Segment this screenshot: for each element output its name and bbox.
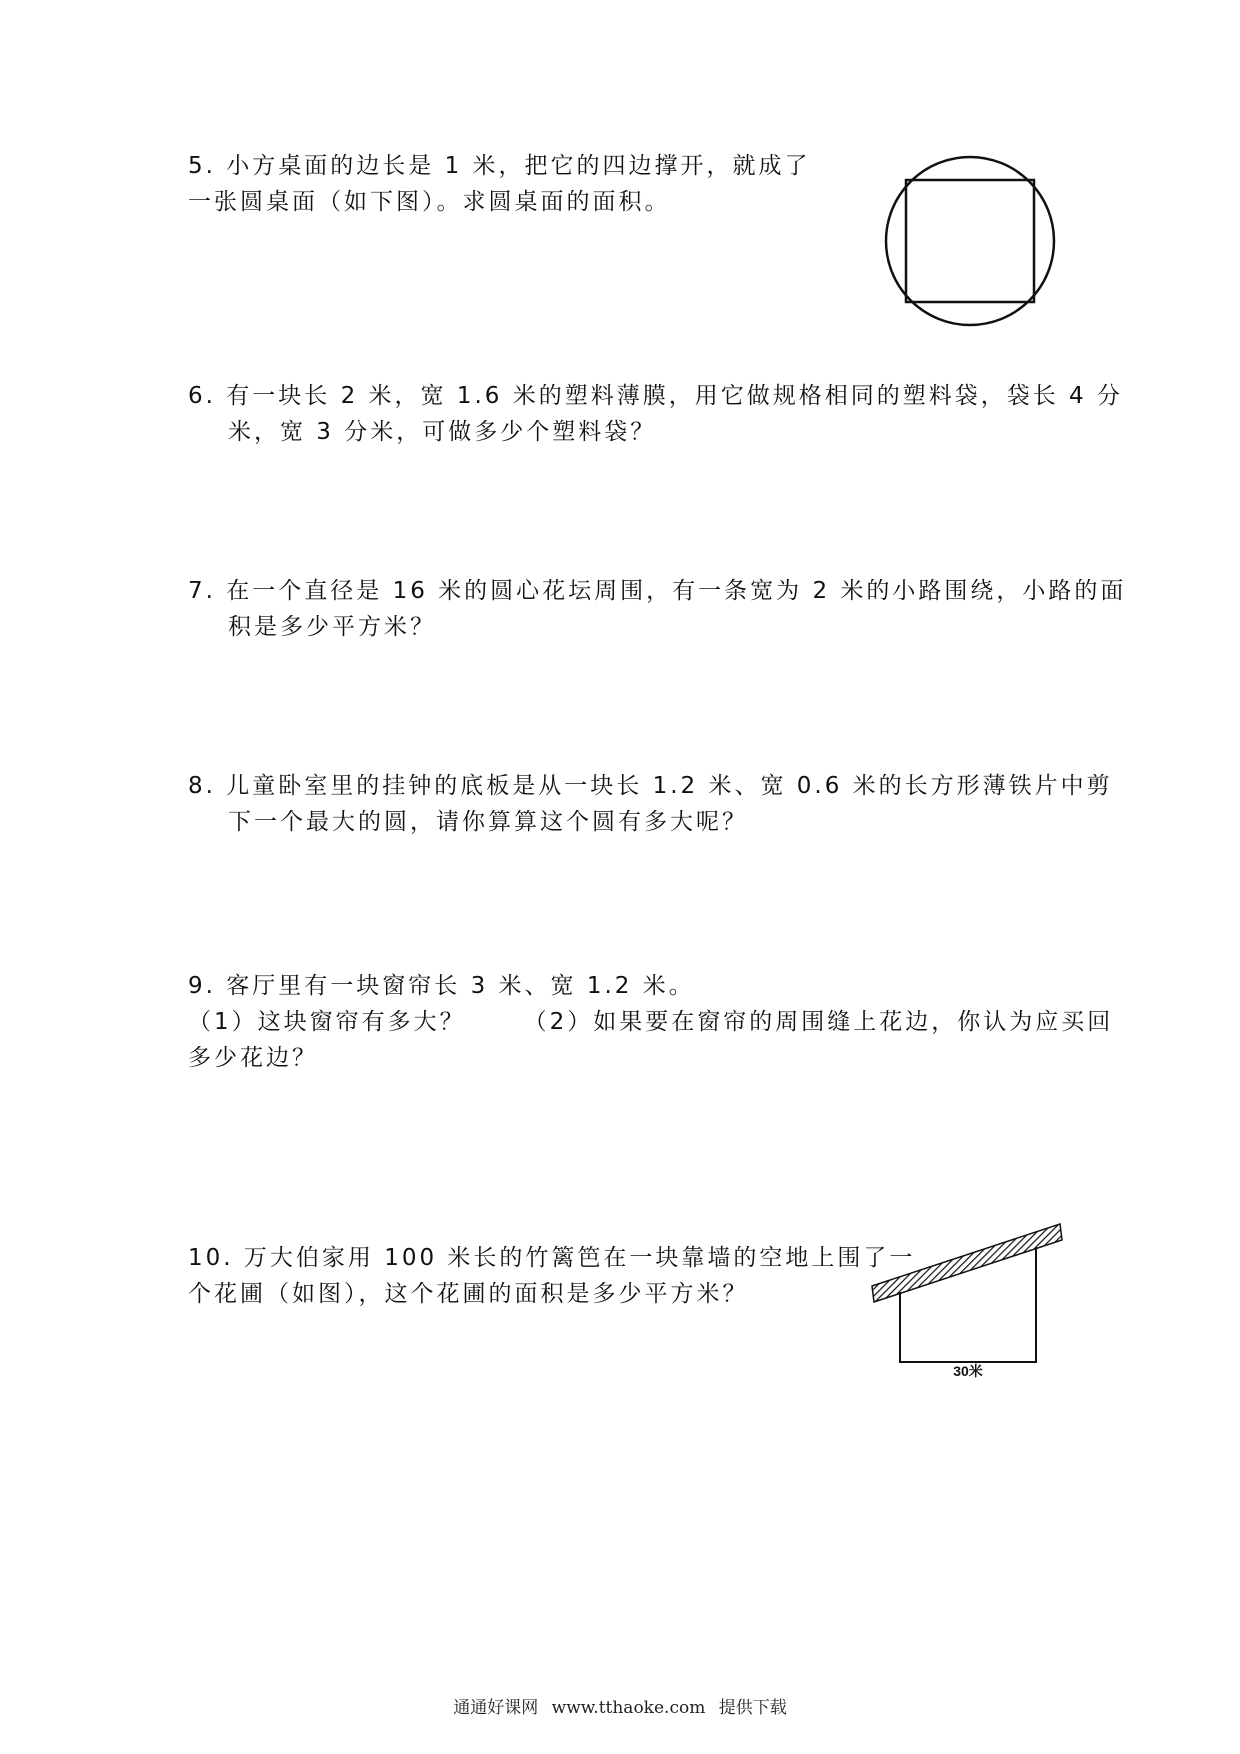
circle-table-figure bbox=[880, 146, 1060, 336]
footer-site-name: 通通好课网 bbox=[453, 1698, 539, 1718]
question-6-line-2: 米，宽 3 分米，可做多少个塑料袋？ bbox=[228, 419, 657, 445]
question-5-line-1: 5. 小方桌面的边长是 1 米，把它的四边撑开，就成了 bbox=[188, 153, 811, 179]
question-5 bbox=[188, 148, 878, 220]
footer-url[interactable]: www.tthaoke.com bbox=[551, 1698, 706, 1718]
question-8-line-2: 下一个最大的圆，请你算算这个圆有多大呢？ bbox=[228, 809, 748, 835]
footer bbox=[0, 1693, 1240, 1718]
question-10-line-1: 10. 万大伯家用 100 米长的竹篱笆在一块靠墙的空地上围了一 bbox=[188, 1245, 916, 1271]
question-7-line-2: 积是多少平方米？ bbox=[228, 614, 436, 640]
question-9-sub-2: （2）如果要在窗帘的周围缝上花边，你认为应买回 bbox=[523, 1009, 1114, 1035]
question-7-line-1: 7. 在一个直径是 16 米的圆心花坛周围，有一条宽为 2 米的小路围绕，小路的面 bbox=[188, 578, 1127, 604]
question-9 bbox=[188, 968, 1114, 1076]
question-6-line-1: 6. 有一块长 2 米，宽 1.6 米的塑料薄膜，用它做规格相同的塑料袋，袋长 4 分 bbox=[188, 383, 1123, 409]
question-5-line-2: 一张圆桌面（如下图）。求圆桌面的面积。 bbox=[188, 189, 671, 215]
square-table-outline bbox=[906, 180, 1034, 302]
garden-figure bbox=[860, 1210, 1070, 1380]
footer-suffix: 提供下载 bbox=[718, 1698, 787, 1718]
question-9-sub-1: （1）这块窗帘有多大？ bbox=[188, 1009, 466, 1035]
question-9-line-3: 多少花边？ bbox=[188, 1045, 318, 1071]
wall-hatching bbox=[872, 1224, 1062, 1302]
question-9-line-1: 9. 客厅里有一块窗帘长 3 米、宽 1.2 米。 bbox=[188, 973, 695, 999]
question-10-line-2: 个花圃（如图），这个花圃的面积是多少平方米？ bbox=[188, 1281, 749, 1307]
garden-width-label: 30米 bbox=[953, 1363, 983, 1379]
question-9-subquestions bbox=[188, 1004, 1114, 1040]
question-8-line-1: 8. 儿童卧室里的挂钟的底板是从一块长 1.2 米、宽 0.6 米的长方形薄铁片中剪 bbox=[188, 773, 1113, 799]
question-10 bbox=[188, 1240, 916, 1312]
question-7 bbox=[188, 573, 1127, 645]
question-6 bbox=[188, 378, 1123, 450]
circle-table-outline bbox=[886, 157, 1054, 325]
question-8 bbox=[188, 768, 1113, 840]
